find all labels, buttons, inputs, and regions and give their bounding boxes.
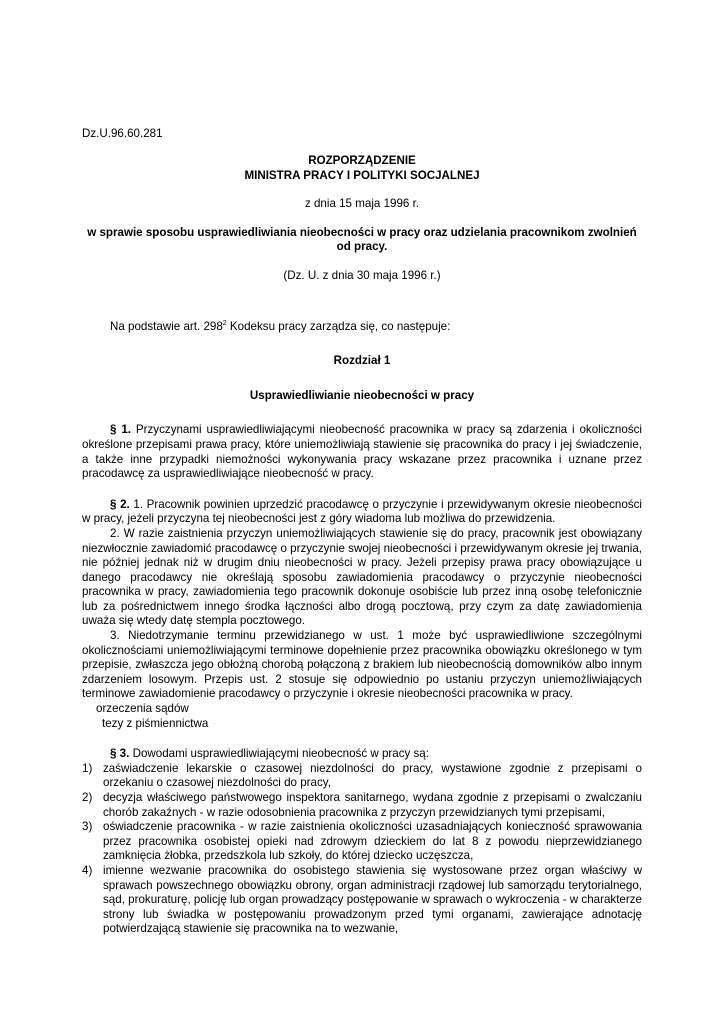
document-id: Dz.U.96.60.281 xyxy=(82,127,163,140)
subject: w sprawie sposobu usprawiedliwiania nieobecności w pracy oraz udzielania pracownikom zwolnień od pracy. xyxy=(87,225,637,254)
section-mark: § 2. xyxy=(110,497,130,511)
section-mark: § 1. xyxy=(110,423,132,437)
document-body xyxy=(82,154,642,937)
section-3-intro: § 3. Dowodami usprawiedliwiającymi nieobecność w pracy są: xyxy=(110,747,429,761)
section-mark: § 3. xyxy=(110,747,130,761)
section-2-para-1: § 2. 1. Pracownik powinien uprzedzić pracodawcę o przyczynie i przewidywanym okresie nieobecności w pracy, jeżeli przyczyna tej nieobecności jest z góry wiadoma lub możliwa do przewidzenia. xyxy=(82,497,642,526)
legal-basis: Na podstawie art. $298^2$ Kodeksu pracy zarządza się, co następuje: xyxy=(110,319,451,333)
literature-theses-link[interactable]: tezy z piśmiennictwa xyxy=(102,716,209,730)
issue-date: z dnia 15 maja 1996 r. xyxy=(304,197,420,211)
chapter-title: Usprawiedliwianie nieobecności w pracy xyxy=(249,388,475,402)
title-line-2: MINISTRA PRACY I POLITYKI SOCJALNEJ xyxy=(244,168,480,182)
section-1: § 1. Przyczynami usprawiedliwiającymi nieobecność pracownika w pracy są zdarzenia i okoliczności określone przepisami prawa pracy, które uniemożliwiają stawienie się pracownika do pracy i jej świadczenie, a także inne przypadki niemożności wykonywania pracy wskazane przez pracownika i uznane przez pracodawcę za usprawiedliwiające nieobecność w pracy. xyxy=(82,423,642,481)
list-item: 3) oświadczenie pracownika - w razie zaistnienia okoliczności uzasadniających konieczność sprawowania przez pracownika osobistej opieki nad zdrowym dzieckiem do lat 8 z powodu nieprzewidzianego zamknięcia żłobka, przedszkola lub szkoły, do której dziecko uczęszcza, xyxy=(82,820,642,863)
section-2-para-2: 2. W razie zaistnienia przyczyn uniemożliwiających stawienie się do pracy, pracownik jest obowiązany niezwłocznie zawiadomić pracodawcę o przyczynie swojej nieobecności i przewidywanym okresie jej trwania, nie później jednak niż w drugim dniu nieobecności w pracy. Jeżeli przepisy prawa pracy obowiązujące u danego pracodawcy nie określają sposobu zawiadomienia pracodawcy o przyczynie nieobecności pracownika w pracy, zawiadomienia tego pracownik dokonuje osobiście lub przez inną osobę telefonicznie lub za pośrednictwem innego środka łączności albo drogą pocztową, przy czym za datę zawiadomienia uważa się wtedy datę stempla pocztowego. xyxy=(82,526,642,628)
publication-ref: (Dz. U. z dnia 30 maja 1996 r.) xyxy=(283,268,441,282)
list-item: 1) zaświadczenie lekarskie o czasowej niezdolności do pracy, wystawione zgodnie z przepisami o orzekaniu o czasowej niezdolności do pracy, xyxy=(82,761,642,790)
title-line-1: ROZPORZĄDZENIE xyxy=(308,154,416,167)
evidence-list xyxy=(82,762,642,937)
court-rulings-link[interactable]: orzeczenia sądów xyxy=(96,702,189,716)
section-2-para-3: 3. Niedotrzymanie terminu przewidzianego w ust. 1 może być usprawiedliwione szczególnymi okolicznościami uniemożliwiającymi terminowe dopełnienie przez pracownika obowiązku określonego w tym przepisie, zwłaszcza jego obłożną chorobą połączoną z brakiem lub nieobecnością domowników albo innym zdarzeniem losowym. Przepis ust. 2 stosuje się odpowiednio po ustaniu przyczyn uniemożliwiających terminowe zawiadomienie pracodawcy o przyczynie i okresie nieobecności pracownika w pracy. xyxy=(82,629,642,701)
list-item: 2) decyzja właściwego państwowego inspektora sanitarnego, wydana zgodnie z przepisami o zwalczaniu chorób zakaźnych - w razie odosobnienia pracownika z przyczyn przewidzianych tymi przepisami, xyxy=(82,791,642,819)
chapter-label: Rozdział 1 xyxy=(333,354,391,368)
list-item: 4) imienne wezwanie pracownika do osobistego stawienia się wystosowane przez organ właściwy w sprawach powszechnego obowiązku obrony, organ administracji rządowej lub samorządu terytorialnego, sąd, prokuraturę, policję lub organ prowadzący postępowanie w sprawach o wykroczenia - w charakterze strony lub świadka w postępowaniu prowadzonym przed tymi organami, zawierające adnotację potwierdzającą stawienie się pracownika na to wezwanie, xyxy=(82,863,642,936)
